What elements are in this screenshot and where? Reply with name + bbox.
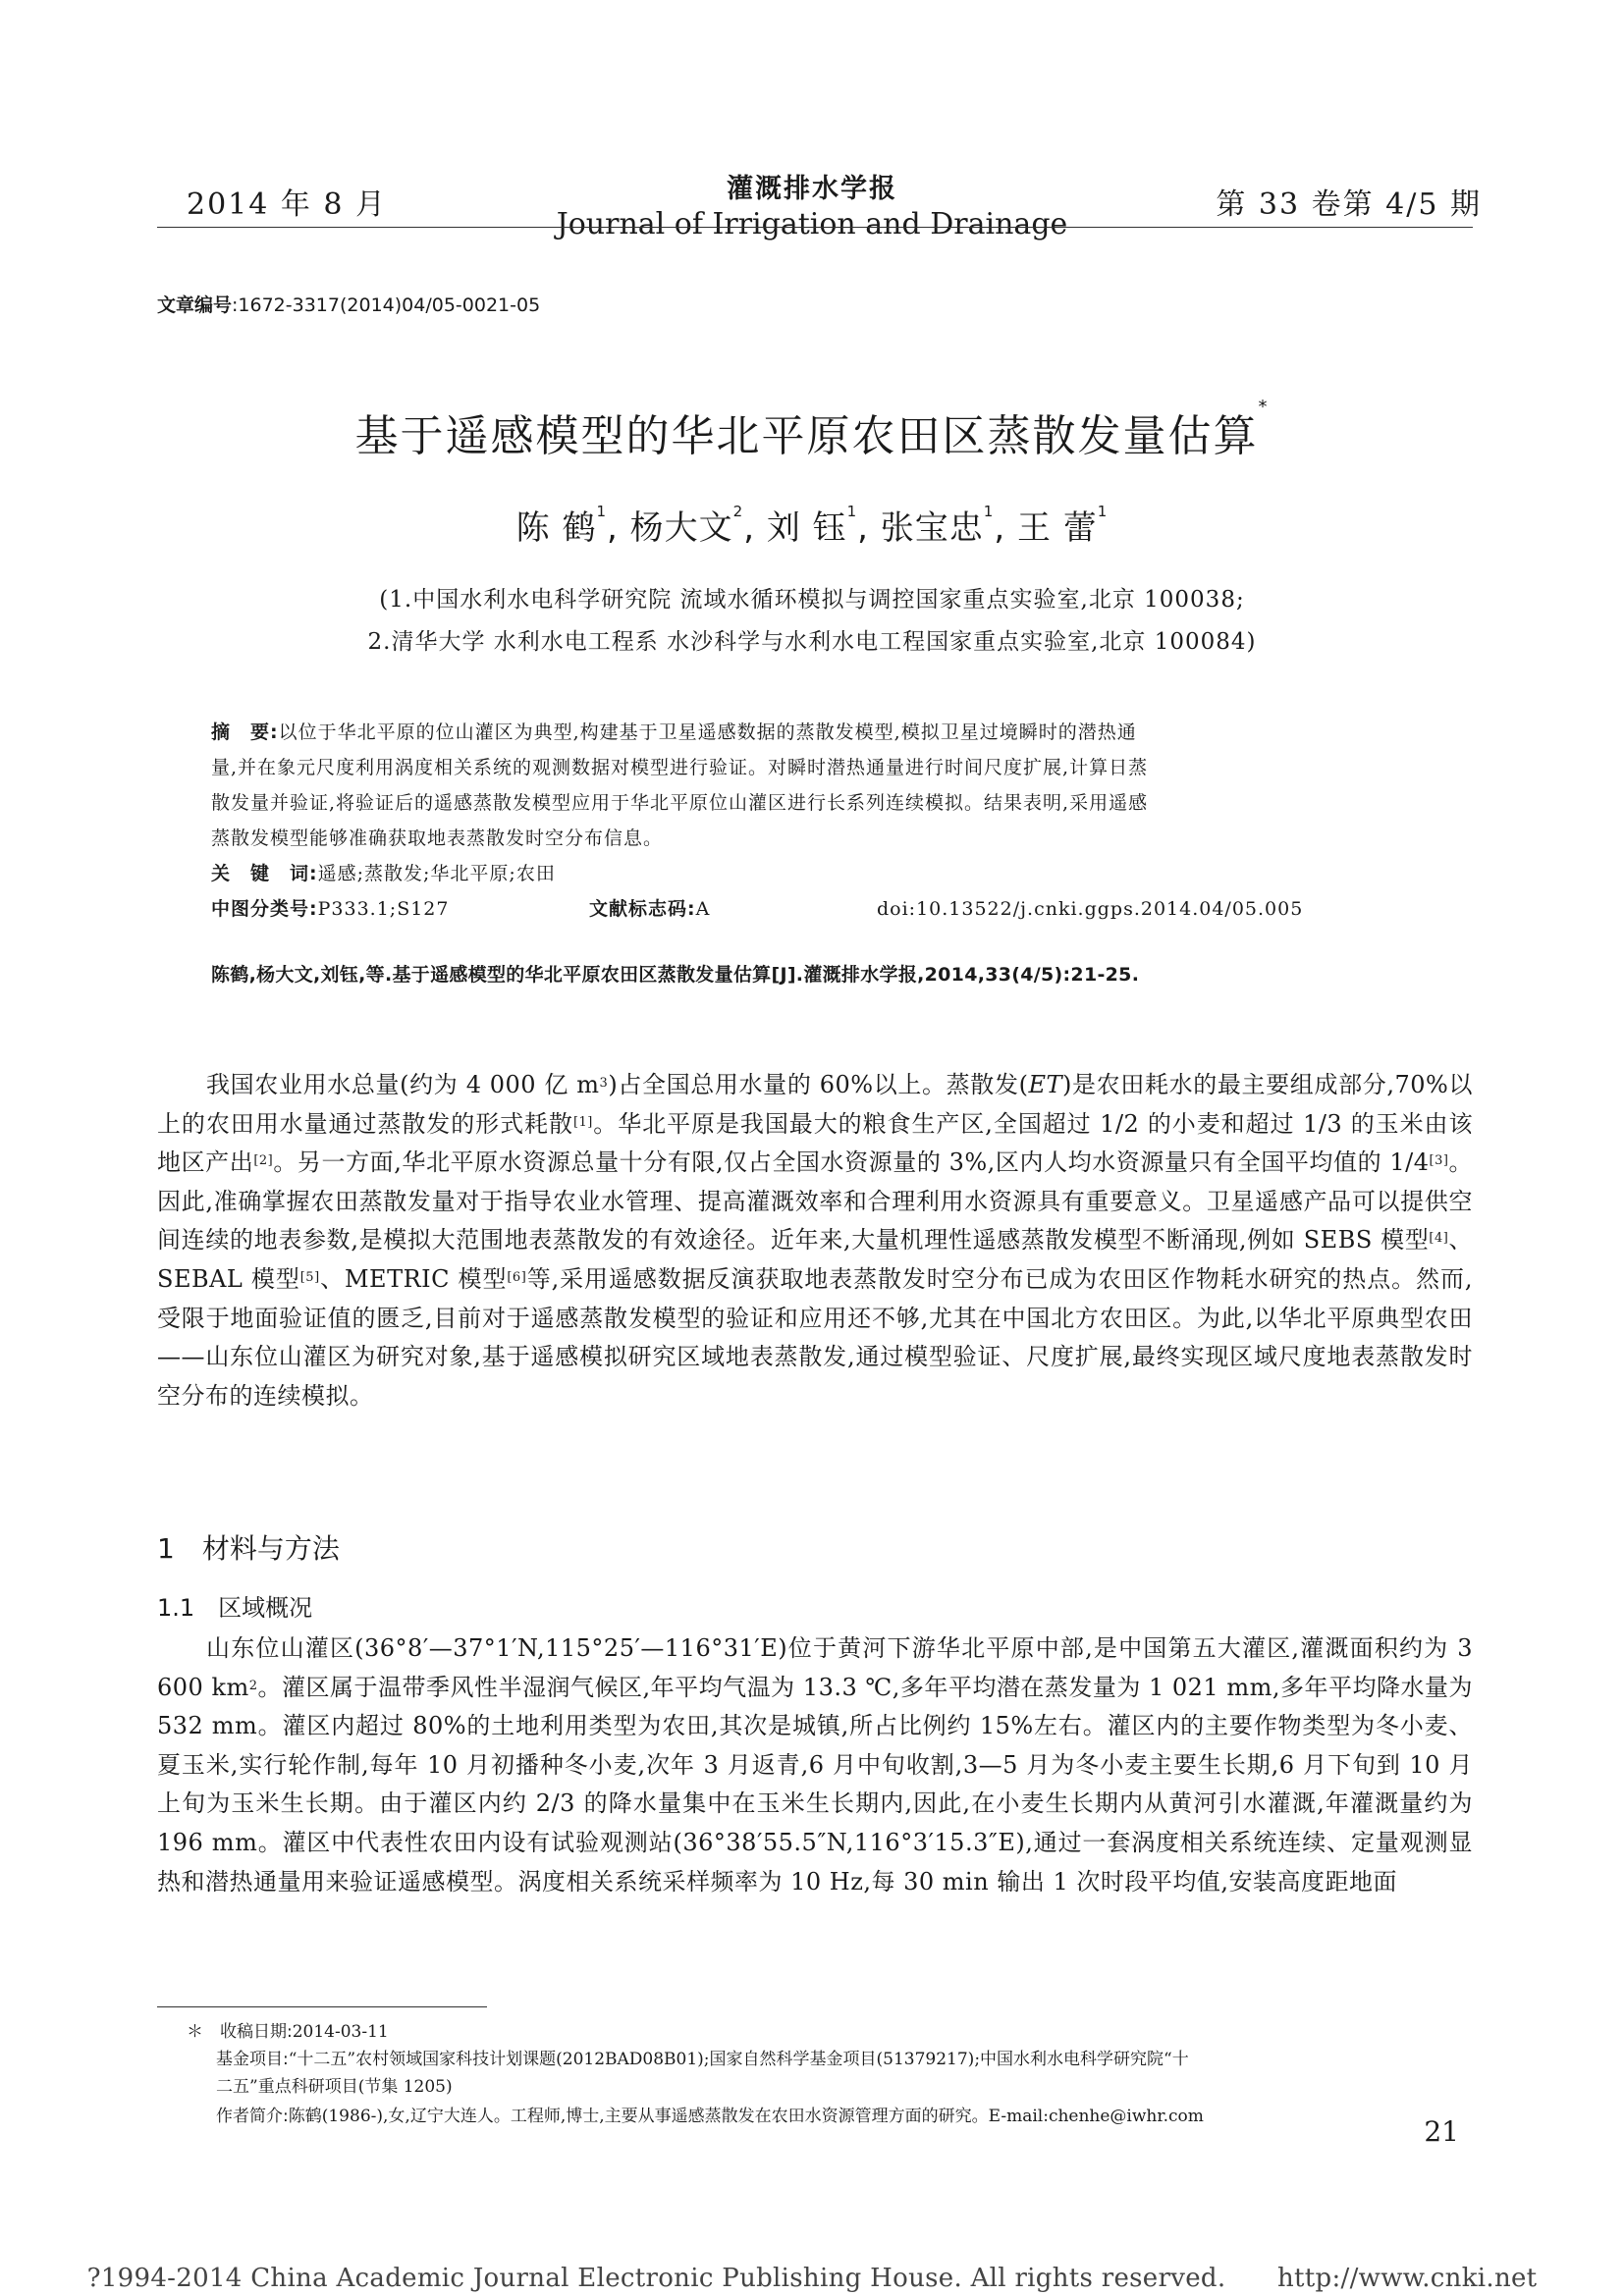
fund-label: 基金项目:: [216, 2050, 289, 2069]
paper-title-text: 基于遥感模型的华北平原农田区蒸散发量估算: [354, 411, 1259, 461]
journal-name-en: Journal of Irrigation and Drainage: [556, 207, 1068, 241]
received-date: 2014-03-11: [292, 2022, 389, 2042]
footnote-rule: [157, 2006, 487, 2007]
clc-value: P333.1;S127: [317, 898, 450, 920]
clc-label: 中图分类号:: [211, 898, 318, 920]
received-label: ＊ 收稿日期:: [187, 2022, 293, 2042]
superscript: [4]: [1429, 1231, 1449, 1247]
fund-text-cont: 二五”重点科研项目(节集 1205): [216, 2077, 453, 2097]
author-name: 刘 钰: [766, 508, 847, 548]
author-affiliation-mark: 1: [596, 503, 608, 520]
region-paragraph: [157, 1629, 1473, 1901]
superscript: [3]: [1429, 1153, 1449, 1169]
text-run: 。华北平原是我国最大的粮食生产区,全国超过 1/2 的小麦和超过 1/3 的玉米由该地区产出: [157, 1109, 1473, 1177]
affiliations: [0, 579, 1624, 664]
abstract-line: 摘 要:以位于华北平原的位山灌区为典型,构建基于卫星遥感数据的蒸散发模型,模拟卫星过境瞬时的潜热通: [211, 721, 1137, 743]
abstract-line: 量,并在象元尺度利用涡度相关系统的观测数据对模型进行验证。对瞬时潜热通量进行时间尺度扩展,计算日蒸: [211, 757, 1149, 778]
keywords-label: 关 键 词:: [211, 863, 318, 884]
italic-term: ET: [1028, 1071, 1062, 1098]
text-run: 。灌区属于温带季风性半湿润气候区,年平均气温为 13.3 ℃,多年平均潜在蒸发量为 1 021 mm,多年平均降水量为 532 mm。灌区内超过 80%的土地利用类型为农田,其次是城镇,所占比例约 15%左右。灌区内的主要作物类型为冬小麦、夏玉米,实行轮作制,每年 10 月初播种冬小麦,次年 3 月返青,6 月中旬收割,3—5 月为冬小麦主要生长期,6 月下旬到 10 月上旬为玉米生长期。由于灌区内约 2/3 的降水量集中在玉米生长期内,因此,在小麦生长期内从黄河引水灌溉,年灌溉量约为 196 mm。灌区中代表性农田内设有试验观测站(36°38′55.5″N,116°3′15.3″E),通过一套涡度相关系统连续、定量观测显热和潜热通量用来验证遥感模型。涡度相关系统采样频率为 10 Hz,每 30 min 输出 1 次时段平均值,安装高度距地面: [157, 1673, 1474, 1896]
author-name: 杨大文: [629, 508, 733, 548]
affiliation-line: 2.清华大学 水利水电工程系 水沙科学与水利水电工程国家重点实验室,北京 100084): [367, 629, 1257, 655]
fund-text: “十二五”农村领域国家科技计划课题(2012BAD08B01);国家自然科学基金项目(51379217);中国水利水电科学研究院“十: [288, 2050, 1189, 2069]
header-rule: [157, 227, 1473, 228]
intro-paragraph: [157, 1066, 1473, 1415]
abstract: [211, 715, 1429, 927]
text-run: 我国农业用水总量(约为 4 000 亿 m: [206, 1071, 600, 1098]
volume-issue: 第 33 卷第 4/5 期: [1216, 187, 1482, 222]
keywords: [211, 856, 1429, 891]
superscript: [1]: [572, 1114, 593, 1130]
superscript: [6]: [507, 1269, 527, 1285]
footnote-author: [216, 2103, 1483, 2130]
section-heading-1-1: 1.1 区域概况: [157, 1594, 313, 1622]
footnote-funding: [216, 2046, 1483, 2101]
author-affiliation-mark: 1: [846, 503, 858, 520]
doc-code-label: 文献标志码:: [589, 898, 696, 920]
author-name: 王 蕾: [1016, 508, 1098, 548]
superscript: [5]: [299, 1269, 320, 1285]
keywords-value: 遥感;蒸散发;华北平原;农田: [317, 863, 556, 884]
text-run: 。另一方面,华北平原水资源总量十分有限,仅占全国水资源量的 3%,区内人均水资源量只有全国平均值的 1/4: [273, 1148, 1430, 1177]
page-number: 21: [1424, 2115, 1459, 2148]
text-run: 山东位山灌区(36°8′—37°1′N,115°25′—116°31′E)位于黄河下游华北平原中部,是中国第五大灌区,灌溉面积约为 3 600 km: [157, 1634, 1473, 1701]
section-heading-1: 1 材料与方法: [157, 1532, 340, 1565]
title-footnote-mark: *: [1258, 397, 1270, 417]
author-name: 张宝忠: [880, 508, 984, 548]
author-name: 陈 鹤: [515, 508, 597, 548]
paper-title: [0, 397, 1624, 463]
article-number-value: :1672-3317(2014)04/05-0021-05: [232, 294, 541, 316]
classification-row: [211, 891, 1429, 927]
article-number: [157, 291, 540, 317]
superscript: 2: [248, 1678, 258, 1693]
text-run: )占全国总用水量的 60%以上。蒸散发(: [608, 1071, 1029, 1098]
copyright-notice: ?1994-2014 China Academic Journal Electronic Publishing House. All rights reserved. http://www.cnki.net: [86, 2264, 1538, 2293]
affiliation-line: (1.中国水利水电科学研究院 流域水循环模拟与调控国家重点实验室,北京 100038;: [379, 587, 1245, 613]
author-affiliation-mark: 1: [1097, 503, 1109, 520]
abstract-line: 蒸散发模型能够准确获取地表蒸散发时空分布信息。: [211, 828, 664, 849]
text-run: 。因此,准确掌握农田蒸散发量对于指导农业水管理、提高灌溉效率和合理利用水资源具有重要意义。卫星遥感产品可以提供空间连续的地表参数,是模拟大范围地表蒸散发的有效途径。近年来,大量机理性遥感蒸散发模型不断涌现,例如 SEBS 模型: [157, 1148, 1474, 1255]
superscript: 3: [599, 1076, 609, 1091]
text-run: 、METRIC 模型: [319, 1264, 508, 1293]
text-run: )是农田耗水的最主要组成部分,70%以上的农田用水量通过蒸散发的形式耗散: [157, 1071, 1473, 1138]
text-run: 、SEBAL 模型: [157, 1226, 1473, 1293]
footnote-received: [157, 2018, 1473, 2046]
journal-name-cn: 灌溉排水学报: [727, 174, 897, 204]
superscript: [2]: [253, 1153, 274, 1169]
citation: 陈鹤,杨大文,刘钰,等.基于遥感模型的华北平原农田区蒸散发量估算[J].灌溉排水学报,2014,33(4/5):21-25.: [211, 964, 1140, 986]
author-affiliation-mark: 2: [732, 503, 744, 520]
issue-date: 2014 年 8 月: [187, 187, 388, 222]
text-run: 等,采用遥感数据反演获取地表蒸散发时空分布已成为农田区作物耗水研究的热点。然而,受限于地面验证值的匮乏,目前对于遥感蒸散发模型的验证和应用还不够,尤其在中国北方农田区。为此,以华北平原典型农田——山东位山灌区为研究对象,基于遥感模拟研究区域地表蒸散发,通过模型验证、尺度扩展,最终实现区域尺度地表蒸散发时空分布的连续模拟。: [157, 1264, 1473, 1410]
doi: doi:10.13522/j.cnki.ggps.2014.04/05.005: [877, 898, 1304, 920]
doc-code-value: A: [695, 898, 711, 920]
author-bio-label: 作者简介:: [216, 2107, 289, 2126]
author-list: 陈 鹤$^1$, 杨大文$^2$, 刘 钰$^1$, 张宝忠$^1$, 王 蕾$^1$: [515, 503, 1109, 548]
author-bio: 陈鹤(1986-),女,辽宁大连人。工程师,博士,主要从事遥感蒸散发在农田水资源管理方面的研究。E-mail:chenhe@iwhr.com: [288, 2107, 1204, 2126]
abstract-label: 摘 要:: [211, 721, 279, 743]
article-number-label: 文章编号: [157, 294, 233, 316]
author-affiliation-mark: 1: [983, 503, 995, 520]
abstract-line: 散发量并验证,将验证后的遥感蒸散发模型应用于华北平原位山灌区进行长系列连续模拟。结果表明,采用遥感: [211, 792, 1149, 814]
